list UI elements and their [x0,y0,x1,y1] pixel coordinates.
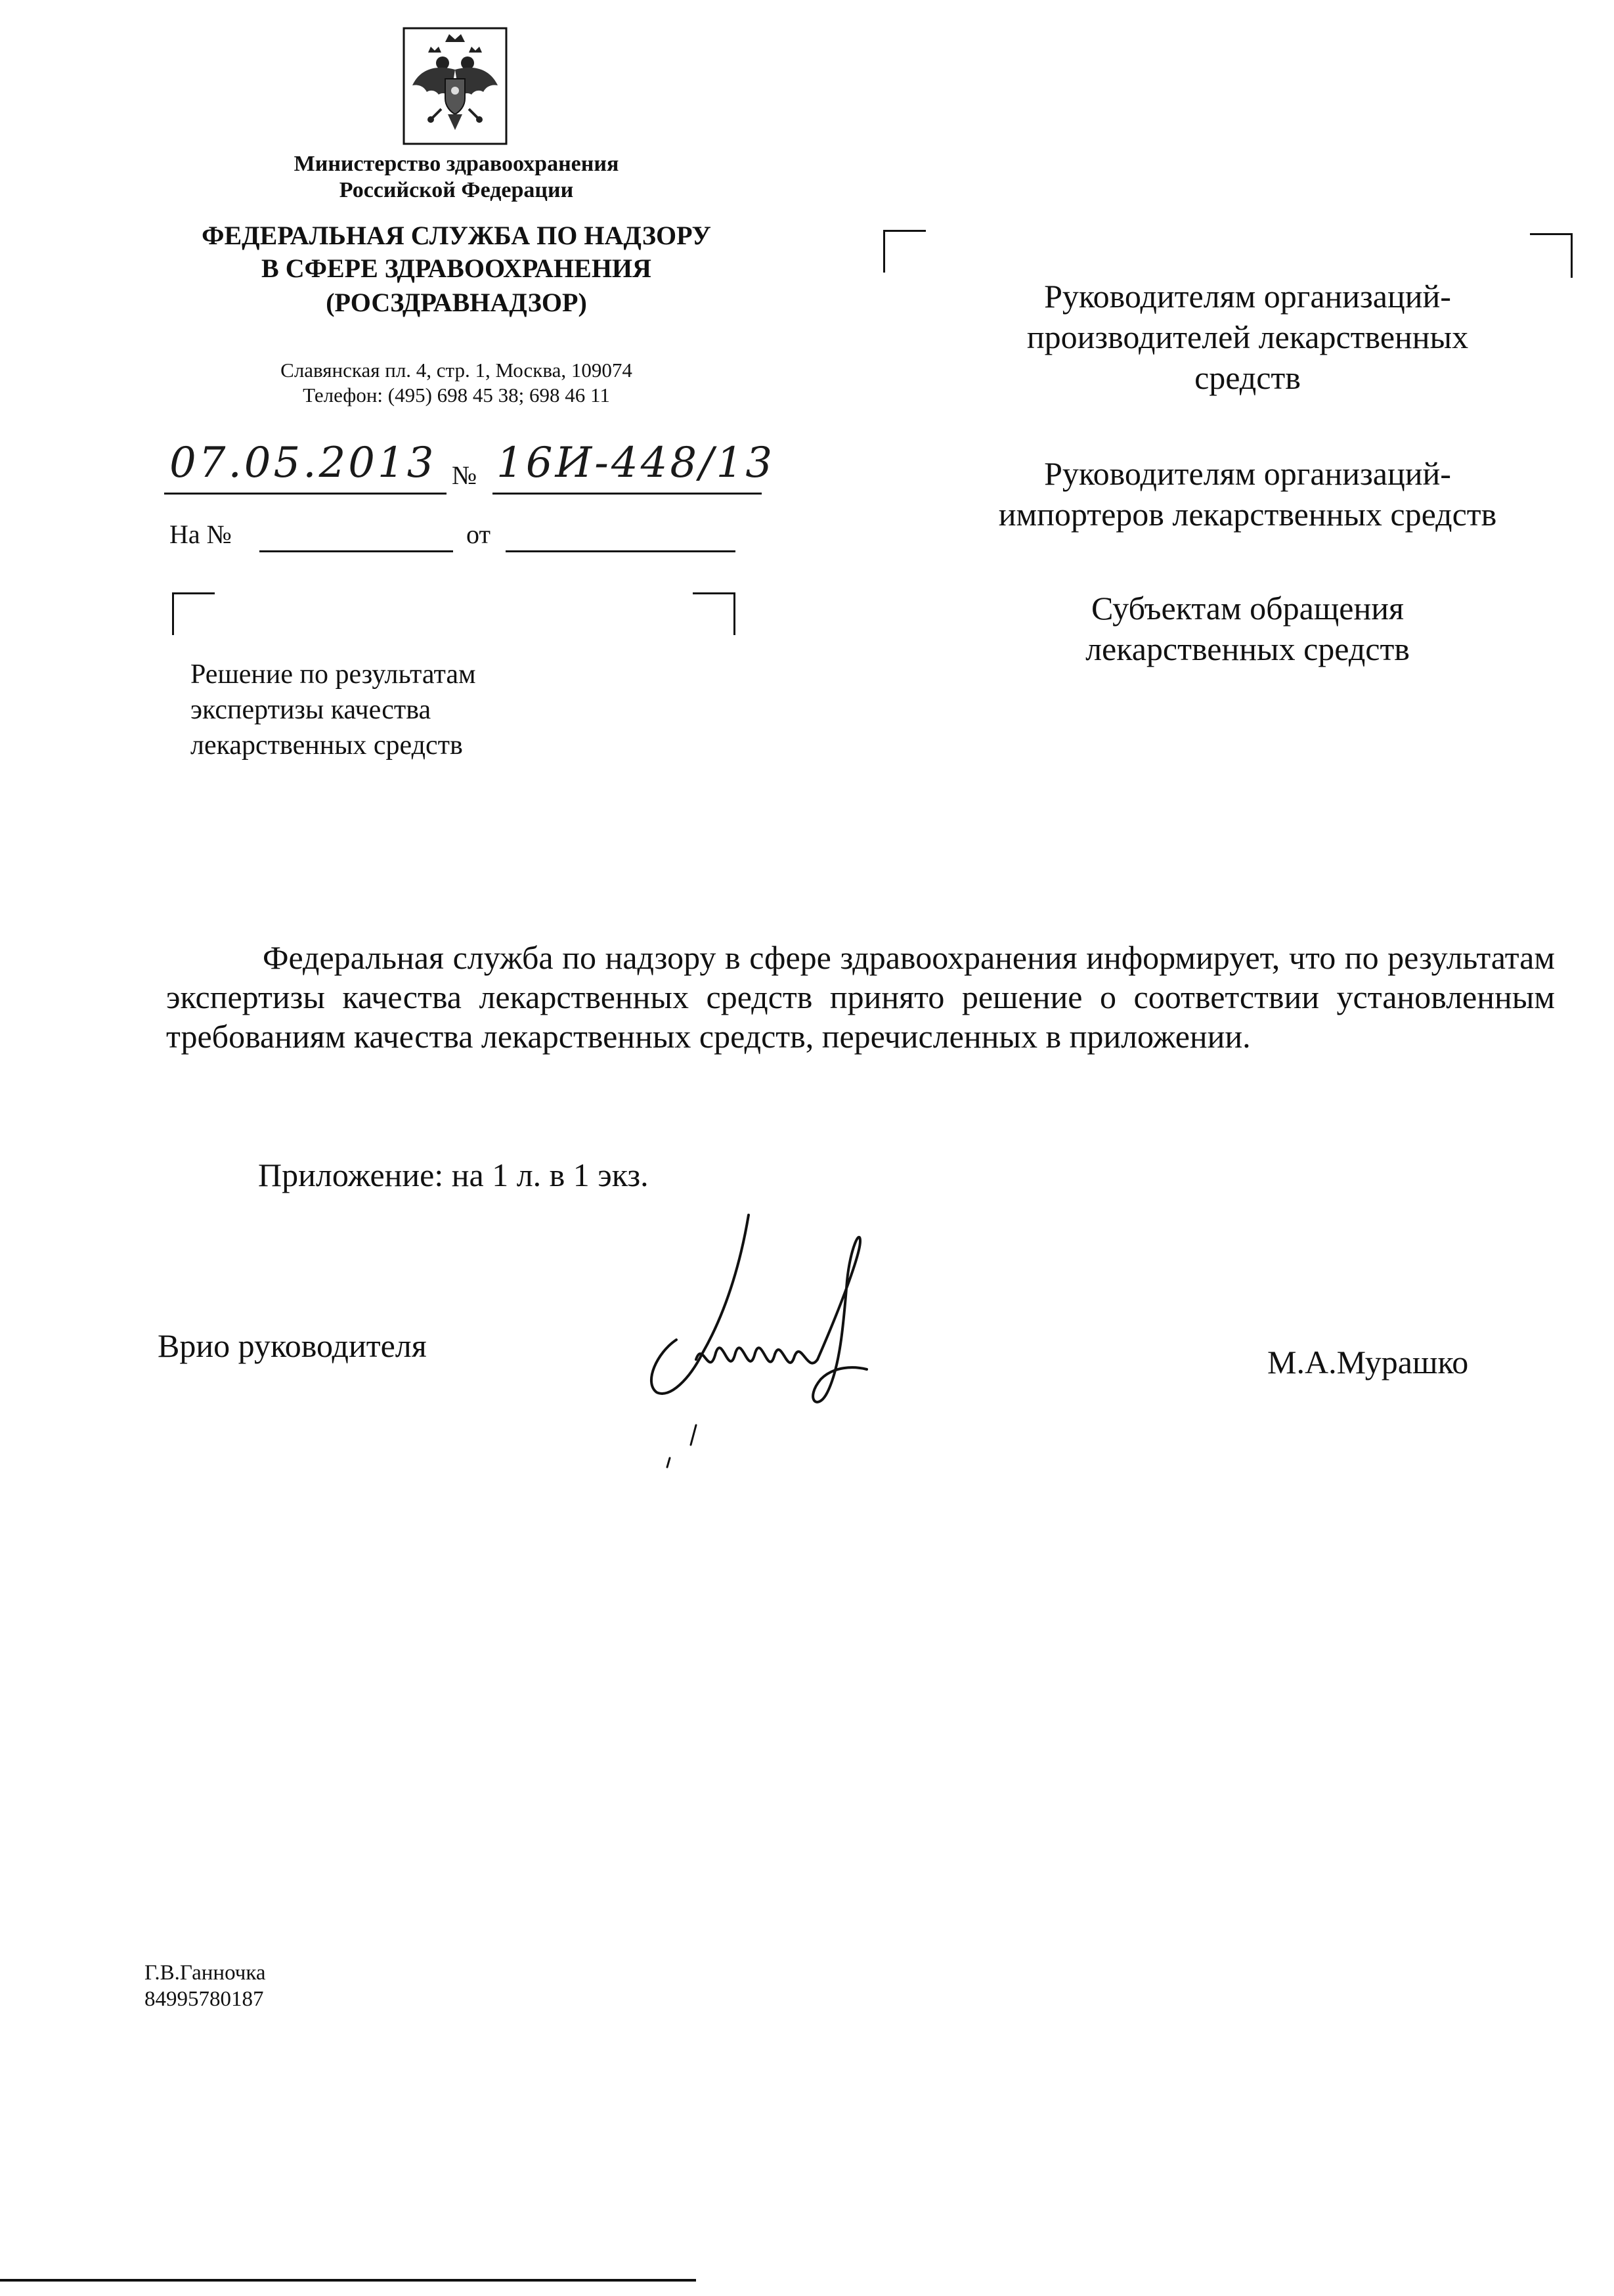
ministry-line-2: Российской Федерации [339,178,574,202]
executor-phone: 84995780187 [144,1987,264,2011]
recipient-3-line-1: Субъектам обращения [1091,590,1404,627]
registration-date: 07.05.2013 [169,439,437,487]
executor-name: Г.В.Ганночка [144,1961,266,1985]
address: Славянская пл. 4, стр. 1, Москва, 109074 [280,359,632,382]
recipient-bracket-left [883,230,926,273]
subject-bracket-right [693,592,735,635]
date-underline [164,493,447,495]
ref-underline [259,550,453,552]
bottom-rule [0,2279,696,2282]
from-underline [506,550,735,552]
service-line-2: В СФЕРЕ ЗДРАВООХРАНЕНИЯ [261,254,651,283]
recipient-2-line-2: импортеров лекарственных средств [998,496,1497,533]
registration-number: 16И-448/13 [496,439,775,487]
number-sign: № [452,460,477,490]
from-label: от [466,519,491,549]
ministry-line-1: Министерство здравоохранения [294,152,619,176]
attachment-line: Приложение: на 1 л. в 1 экз. [258,1157,649,1193]
body-paragraph: Федеральная служба по надзору в сфере здравоохранения информирует, что по результатам экспертизы качества лекарственных средств принято решение о соответствии установленным требованиям качества лекарственных средств, перечисленных в приложении. [166,939,1555,1055]
recipient-1-line-3: средств [1194,359,1301,396]
subject-bracket-left [172,592,215,635]
recipient-3-line-2: лекарственных средств [1085,630,1410,667]
recipient-bracket-right [1530,233,1573,278]
subject-block [190,657,650,763]
subject-line-3: лекарственных средств [190,730,463,761]
recipient-2-line-1: Руководителям организаций- [1044,455,1451,492]
subject-line-1: Решение по результатам [190,659,476,690]
subject-line-2: экспертизы качества [190,695,431,725]
recipient-producers [932,276,1563,398]
ref-label: На № [169,519,232,549]
recipient-subjects [932,588,1563,669]
service-line-3: (РОСЗДРАВНАДЗОР) [326,288,587,317]
service-line-1: ФЕДЕРАЛЬНАЯ СЛУЖБА ПО НАДЗОРУ [202,221,711,250]
recipient-importers [932,453,1563,535]
recipient-1-line-1: Руководителям организаций- [1044,278,1451,315]
recipient-1-line-2: производителей лекарственных [1026,319,1469,355]
phone: Телефон: (495) 698 45 38; 698 46 11 [303,384,610,407]
handwritten-signature-icon [630,1202,906,1491]
number-underline [492,493,762,495]
signatory-position: Врио руководителя [158,1327,427,1364]
coat-of-arms-icon [402,26,508,146]
signatory-name: М.А.Мурашко [1267,1344,1469,1380]
